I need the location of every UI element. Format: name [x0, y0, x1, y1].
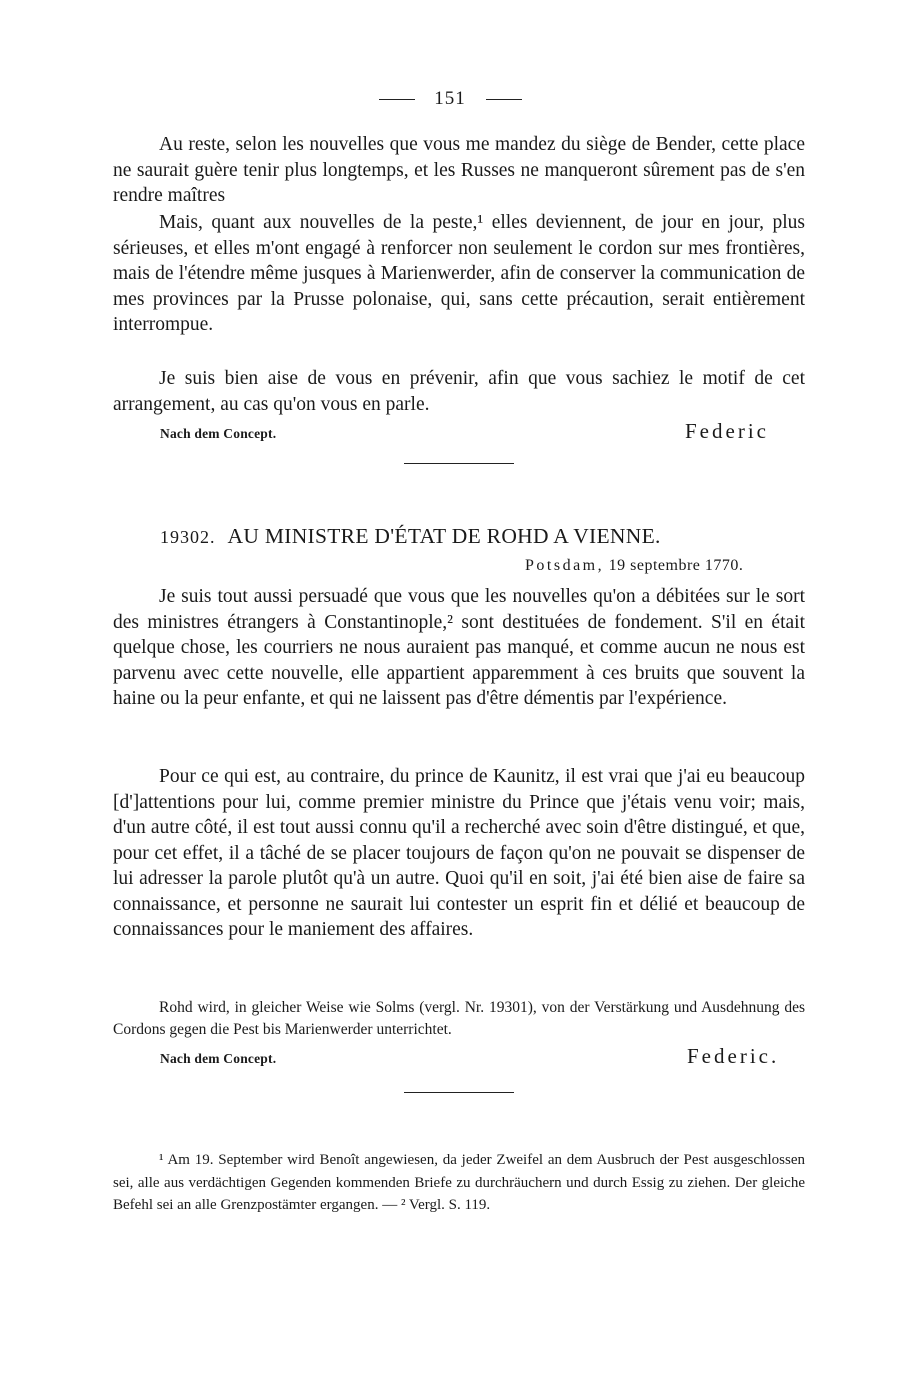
- paragraph-3: Je suis bien aise de vous en prévenir, afin que vous sachiez le motif de cet arrangement, au cas qu'on vous en parle.: [113, 368, 805, 415]
- signature-2: Federic.: [687, 1044, 780, 1068]
- page-header: [0, 88, 900, 110]
- editorial-summary: Rohd wird, in gleicher Weise wie Solms (vergl. Nr. 19301), von der Verstärkung und Ausdehnung des Cordons gegen die Pest bis Marienwerder unterrichtet.: [113, 999, 805, 1038]
- place-date-line: [525, 557, 743, 575]
- page-number: 151: [434, 88, 466, 109]
- letter-number: 19302.: [160, 527, 216, 547]
- header-rule-left: [379, 99, 415, 100]
- source-note-2: Nach dem Concept.: [160, 1051, 277, 1066]
- letter-date: 19 septembre 1770.: [608, 557, 744, 574]
- section-separator-1: [404, 463, 514, 464]
- letter-heading: [160, 524, 661, 549]
- section-separator-2: [404, 1092, 514, 1093]
- paragraph-5: Pour ce qui est, au contraire, du prince de Kaunitz, il est vrai que j'ai eu beaucoup [d']attentions pour lui, comme premier ministre du Prince que j'étais venu voir; mais, d'un autre côté, il est tout aussi connu qu'il a recherché avec soin d'être distingué, et que, pour cet effet, il a tâché de se placer toujours de façon qu'on ne pouvait se dispenser de lui adresser la parole plutôt qu'à un autre. Quoi qu'il en soit, j'ai été bien aise de faire sa connaissance, et personne ne saurait lui contester un esprit fin et délié et beaucoup de connaissances pour le maniement des affaires.: [113, 766, 805, 940]
- source-note-1: Nach dem Concept.: [160, 426, 277, 441]
- paragraph-1: Au reste, selon les nouvelles que vous me mandez du siège de Bender, cette place ne saurait guère tenir plus longtemps, et les Russes ne manqueront sûrement pas de s'en rendre maîtres: [113, 134, 805, 206]
- letter-title: AU MINISTRE D'ÉTAT DE ROHD A VIENNE.: [227, 524, 661, 548]
- paragraph-2: Mais, quant aux nouvelles de la peste,¹ elles deviennent, de jour en jour, plus sérieuses, et elles m'ont engagé à renforcer non seulement le cordon sur mes frontières, mais de l'étendre même jusques à Marienwerder, afin de conserver la communication de mes provinces par la Prusse polonaise, qui, sans cette précaution, serait entièrement interrompue.: [113, 212, 805, 335]
- footnotes: ¹ Am 19. September wird Benoît angewiesen, da jeder Zweifel an dem Ausbruch der Pest ausgeschlossen sei, alle aus verdächtigen Gegenden kommenden Briefe zu durchräuchern und durch Essig zu ziehen. Der gleiche Befehl sei an alle Grenzpostämter ergangen. — ² Vergl. S. 119.: [113, 1152, 805, 1213]
- header-rule-right: [486, 99, 522, 100]
- letter-place: Potsdam,: [525, 557, 605, 574]
- signature-1: Federic: [685, 419, 769, 443]
- paragraph-4: Je suis tout aussi persuadé que vous que les nouvelles qu'on a débitées sur le sort des ministres étrangers à Constantinople,² sont destituées de fondement. S'il en était quelque chose, les courriers ne nous auraient pas manqué, et comme aucun ne nous est parvenu avec cette nouvelle, elle appartient apparemment à ces bruits que souvent la haine ou la peur enfante, et qui ne laissent pas d'être démentis par l'expérience.: [113, 586, 805, 709]
